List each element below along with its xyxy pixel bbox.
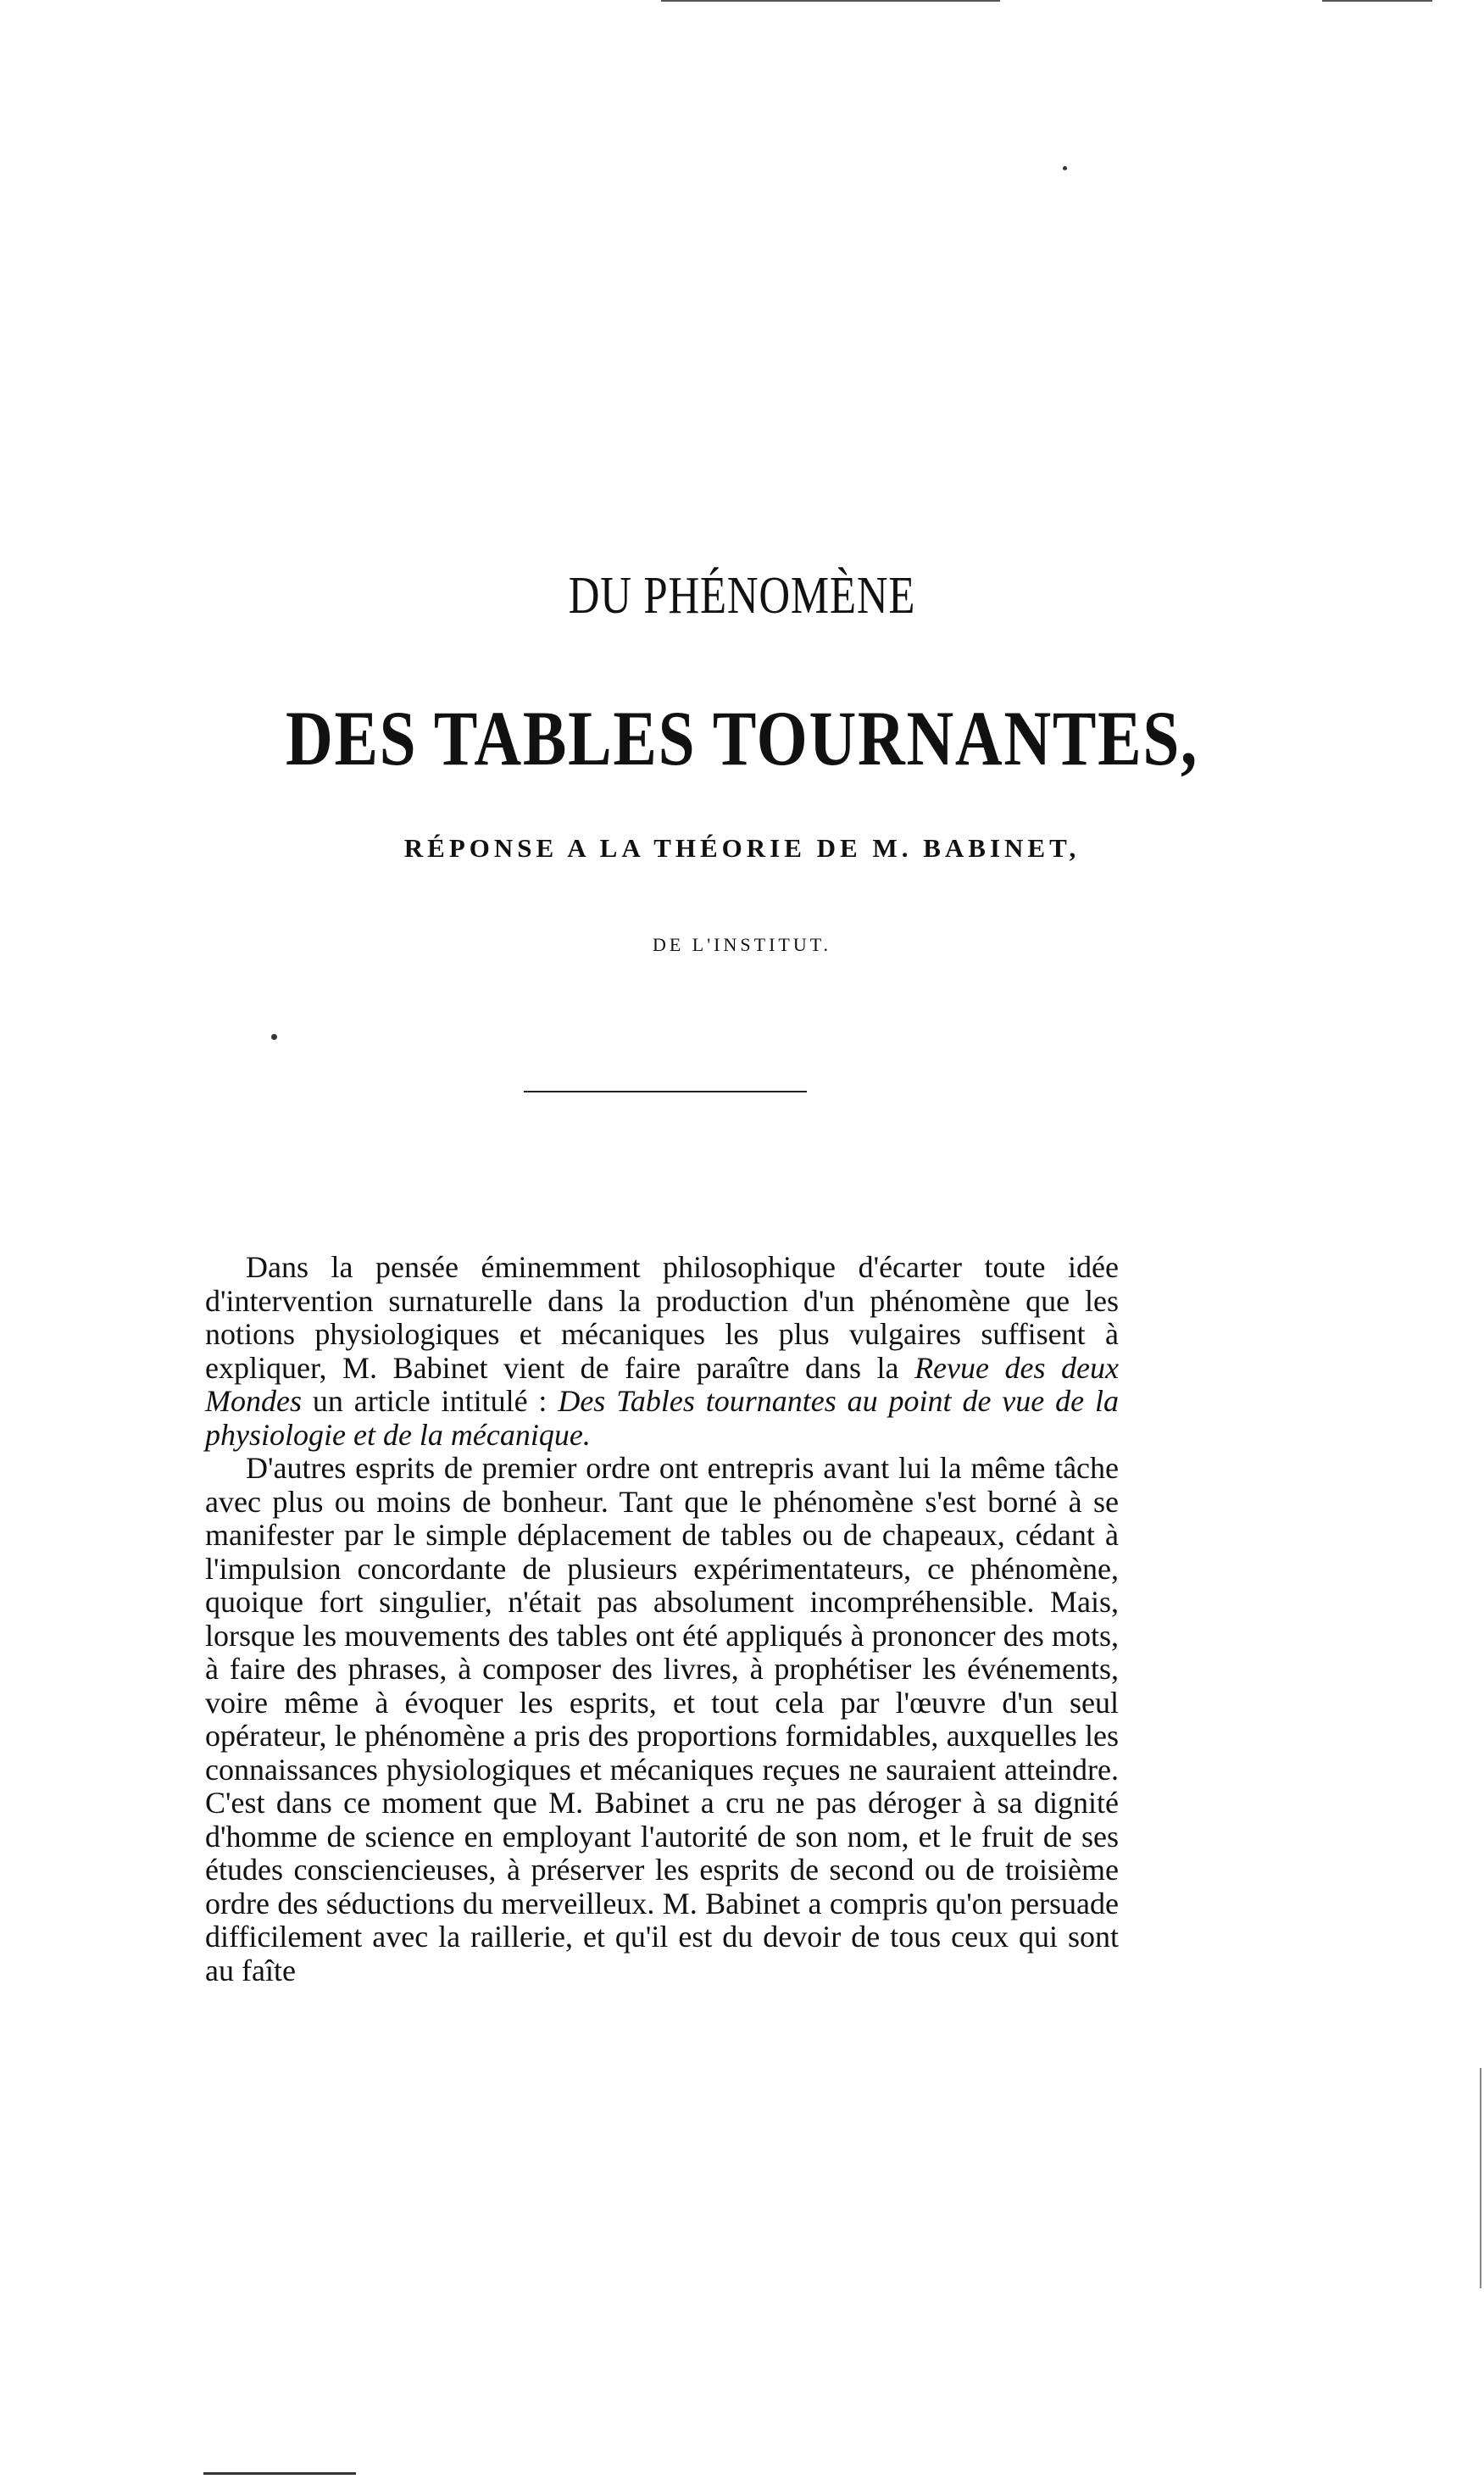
paragraph-2: D'autres esprits de premier ordre ont entrepris avant lui la même tâche avec plus ou moins de bonheur. Tant que le phénomène s'est borné à se manifester par le simple déplacement de tables ou de chapeaux, cédant à l'impulsion concordante de plusieurs expérimentateurs, ce phénomène, quoique fort singulier, n'était pas absolument incompréhensible. Mais, lorsque les mouvements des tables ont été appliqués à prononcer des mots, à faire des phrases, à composer des livres, à prophétiser les événements, voire même à évoquer les esprits, et tout cela par l'œuvre d'un seul opérateur, le phénomène a pris des proportions formidables, auxquelles les connaissances physiologiques et mécaniques reçues ne sauraient atteindre. C'est dans ce moment que M. Babinet a cru ne pas déroger à sa dignité d'homme de science en employant l'autorité de son nom, et le fruit de ses études consciencieuses, à préserver les esprits de second ou de troisième ordre des séductions du merveilleux. M. Babinet a compris qu'on persuade difficilement avec la raillerie, et qu'il est du devoir de tous ceux qui sont au faîte xyxy=(205,1451,1119,1987)
divider-rule xyxy=(524,1091,807,1092)
paragraph-1-text-2: un article intitulé : xyxy=(301,1384,559,1418)
scan-speck xyxy=(271,1034,277,1040)
scan-edge-mark xyxy=(1322,0,1432,2)
paragraph-1 xyxy=(205,1251,1119,1452)
scan-speck xyxy=(1063,166,1067,170)
paragraph-1-italic-2: Des Tables tournantes au point de vue de la physiologie et de la mécanique. xyxy=(205,1384,1120,1452)
scan-edge-mark xyxy=(661,0,1000,2)
scan-edge-mark xyxy=(1480,2068,1481,2288)
subtitle-line-2: DE L'INSTITUT. xyxy=(652,934,832,955)
paragraph-1-italic-1: Revue des deux Mondes xyxy=(205,1350,1119,1418)
scan-edge-mark xyxy=(203,2472,356,2475)
title-line-1: DU PHÉNOMÈNE xyxy=(568,567,916,625)
title-line-2: DES TABLES TOURNANTES, xyxy=(285,695,1199,781)
subtitle-line-1: RÉPONSE A LA THÉORIE DE M. BABINET, xyxy=(403,833,1081,863)
body-text xyxy=(205,1251,1119,1987)
paragraph-1-text-1: Dans la pensée éminemment philosophique d'écarter toute idée d'intervention surnaturelle dans la production d'un phénomène que les notions physiologiques et mécaniques les plus vulgaires suffisent à expliquer, M. Babinet vient de faire paraître dans la xyxy=(205,1250,1119,1385)
